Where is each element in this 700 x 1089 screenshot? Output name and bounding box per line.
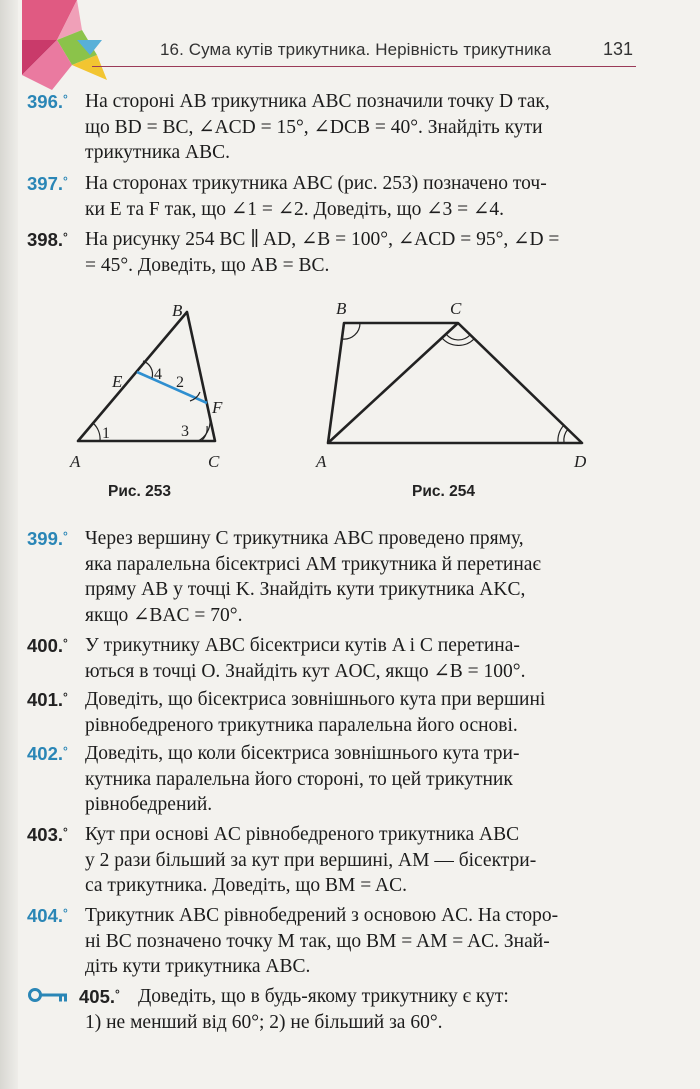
problem-405: [27, 984, 642, 1035]
problem-text-line: ні BC позначено точку M так, що BM = AM = AC. Знай-: [85, 930, 550, 952]
label-e: E: [112, 372, 123, 391]
problem-399: [27, 526, 642, 628]
problem-text-line: Доведіть, що коли бісектриса зовнішнього кута три-: [85, 743, 520, 764]
problem-text-line: кутника паралельна його стороні, то цей трикутник: [85, 768, 513, 790]
problem-text-line: 1) не менший від 60°; 2) не більший за 60°.: [85, 1011, 443, 1033]
problem-text-line: У трикутнику ABC бісектриси кутів A і C перетина-: [85, 635, 520, 656]
problem-number: 404.°: [27, 905, 68, 926]
problem-text-line: ються в точці O. Знайдіть кут AOC, якщо ∠B = 100°.: [85, 660, 526, 682]
problem-403: [27, 822, 642, 899]
problem-text-line: На рисунку 254 BC ∥ AD, ∠B = 100°, ∠ACD = 95°, ∠D =: [85, 229, 560, 250]
problem-396: [27, 89, 642, 166]
problem-401: [27, 687, 642, 738]
problem-text-line: діть кути трикутника ABC.: [85, 956, 311, 977]
diagonal-ac: [328, 323, 458, 443]
problem-text-line: На сторонах трикутника ABC (рис. 253) позначено точ-: [85, 173, 547, 194]
problem-text-line: якщо ∠BAC = 70°.: [85, 604, 243, 626]
problem-402: [27, 741, 642, 818]
problem-text-line: = 45°. Доведіть, що AB = BC.: [85, 254, 330, 276]
page-binding-edge: [0, 0, 18, 1089]
trapezoid-abcd: [328, 323, 582, 443]
label-a: A: [70, 452, 81, 471]
problem-text-line: са трикутника. Доведіть, що BM = AC.: [85, 875, 407, 896]
label-a: A: [316, 452, 327, 471]
problem-number: 398.°: [27, 229, 68, 250]
angle-arc-1: [93, 423, 100, 441]
problem-397: [27, 171, 642, 222]
problem-text-line: трикутника ABC.: [85, 142, 230, 163]
problem-398: [27, 227, 642, 278]
figure-254: [310, 295, 600, 475]
problem-text-line: Через вершину C трикутника ABC проведено пряму,: [85, 528, 524, 549]
problem-number: 397.°: [27, 173, 68, 194]
problem-text-line: яка паралельна бісектрисі AM трикутника й перетинає: [85, 553, 541, 575]
label-angle-4: 4: [154, 366, 162, 383]
problem-text-line: На стороні AB трикутника ABC позначили точку D так,: [85, 91, 550, 112]
page-header-title: 16. Сума кутів трикутника. Нерівність трикутника: [160, 40, 552, 59]
problem-404: [27, 903, 642, 980]
problem-number: 405.°: [79, 986, 120, 1007]
problem-number: 403.°: [27, 824, 68, 845]
figure-253: [60, 295, 230, 475]
problem-text-line: Трикутник ABC рівнобедрений з основою AC. На сторо-: [85, 905, 559, 926]
segment-ef: [137, 372, 207, 403]
angle-arc-acd-2: [442, 338, 474, 345]
label-b: B: [336, 299, 347, 318]
figure-253-caption: Рис. 253: [108, 483, 171, 500]
problem-number: 401.°: [27, 689, 68, 710]
page-number: 131: [603, 39, 634, 59]
problem-text-line: Кут при основі AC рівнобедреного трикутника ABC: [85, 824, 520, 845]
label-angle-3: 3: [181, 423, 189, 440]
problem-number: 399.°: [27, 528, 68, 549]
angle-arc-d-1: [564, 429, 568, 443]
angle-arc-d-2: [558, 425, 564, 443]
problem-text-line: рівнобедрений.: [85, 794, 213, 815]
label-angle-1: 1: [102, 425, 110, 442]
problem-text-line: пряму AB у точці K. Знайдіть кути трикутника AKC,: [85, 579, 526, 600]
label-angle-2: 2: [176, 374, 184, 391]
header-rule: [92, 66, 636, 67]
problem-text-line: Доведіть, що в будь-якому трикутнику є кут:: [138, 986, 509, 1007]
problem-number: 400.°: [27, 635, 68, 656]
problem-number: 396.°: [27, 91, 68, 112]
problem-400: [27, 633, 642, 684]
label-b: B: [172, 301, 183, 320]
figure-254-caption: Рис. 254: [412, 483, 475, 500]
tangram-logo-icon: [22, 0, 132, 95]
problem-text-line: що BD = BC, ∠ACD = 15°, ∠DCB = 40°. Знайдіть кути: [85, 116, 543, 138]
problem-text-line: Доведіть, що бісектриса зовнішнього кута при вершині: [85, 689, 546, 710]
label-c: C: [208, 452, 220, 471]
problem-text-line: у 2 рази більший за кут при вершині, AM — бісектри-: [85, 849, 537, 871]
angle-arc-acd-1: [446, 334, 470, 340]
problem-text-line: ки E та F так, що ∠1 = ∠2. Доведіть, що ∠3 = ∠4.: [85, 198, 505, 220]
label-f: F: [212, 398, 223, 417]
label-c: C: [450, 299, 462, 318]
problem-number: 402.°: [27, 743, 68, 764]
label-d: D: [574, 452, 587, 471]
problem-text-line: рівнобедреного трикутника паралельна його основі.: [85, 714, 518, 736]
